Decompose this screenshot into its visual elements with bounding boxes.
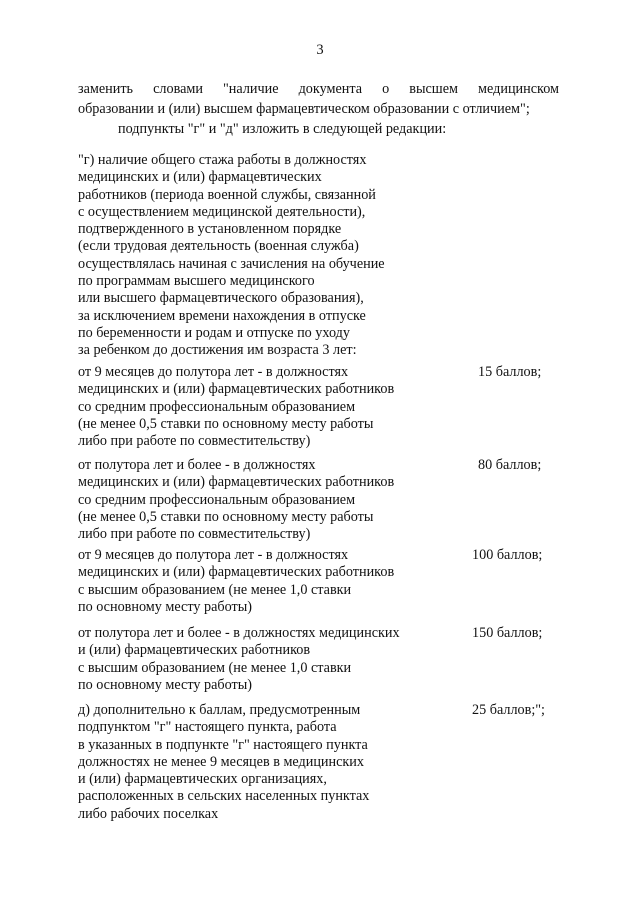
criterion-line: от 9 месяцев до полутора лет - в должностях (78, 364, 349, 380)
criterion-line: (не менее 0,5 ставки по основному месту работы (78, 508, 374, 525)
clause-d-line: и (или) фармацевтических организациях, (78, 771, 327, 788)
intro-line-1: заменить словами "наличие документа о высшем медицинском (78, 81, 559, 97)
clause-g-line: (если трудовая деятельность (военная служба) (78, 238, 359, 255)
criterion-points: 80 баллов; (478, 457, 542, 473)
clause-g-line: медицинских и (или) фармацевтических (78, 169, 322, 186)
criterion-line: либо при работе по совместительству) (78, 433, 311, 450)
clause-g-line: или высшего фармацевтического образования), (78, 290, 364, 307)
criterion-line: от 9 месяцев до полутора лет - в должностях (78, 547, 349, 563)
criterion-line: от полутора лет и более - в должностях медицинских (78, 625, 400, 641)
clause-d-line: подпунктом "г" настоящего пункта, работа (78, 719, 337, 736)
clause-g-line: с осуществлением медицинской деятельности), (78, 203, 366, 220)
criterion-points: 15 баллов; (478, 364, 542, 380)
clause-g-line: подтвержденного в установленном порядке (78, 221, 342, 238)
clause-d-line: в указанных в подпункте "г" настоящего пункта (78, 736, 368, 753)
criterion-line: с высшим образованием (не менее 1,0 ставки (78, 581, 352, 598)
criterion-line: медицинских и (или) фармацевтических работников (78, 474, 395, 491)
criterion-line: (не менее 0,5 ставки по основному месту работы (78, 415, 374, 432)
clause-d-text (78, 702, 369, 823)
clause-g-line: "г) наличие общего стажа работы в должностях (78, 152, 367, 168)
criterion-line: по основному месту работы) (78, 598, 252, 615)
clause-d-line: должностях не менее 9 месяцев в медицинских (78, 753, 364, 770)
clause-g-line: по беременности и родам и отпуске по уходу (78, 324, 350, 341)
criterion-line: со средним профессиональным образованием (78, 398, 356, 415)
criterion-points: 150 баллов; (472, 625, 543, 641)
criterion-text (78, 457, 394, 543)
criterion-line: либо при работе по совместительству) (78, 526, 311, 543)
clause-g-text (78, 152, 385, 360)
criterion-line: по основному месту работы) (78, 676, 252, 693)
clause-g-line: осуществлялась начиная с зачисления на обучение (78, 255, 385, 272)
criterion-line: со средним профессиональным образованием (78, 491, 356, 508)
criterion-line: с высшим образованием (не менее 1,0 ставки (78, 659, 352, 676)
criterion-text (78, 364, 394, 450)
clause-d-line: либо рабочих поселках (78, 805, 219, 822)
criterion-text (78, 625, 400, 694)
clause-g-line: за ребенком до достижения им возраста 3 лет: (78, 342, 357, 359)
clause-d-line: расположенных в сельских населенных пунктах (78, 788, 370, 805)
criterion-text (78, 547, 394, 616)
clause-g-line: работников (периода военной службы, связанной (78, 186, 376, 203)
criterion-line: медицинских и (или) фармацевтических работников (78, 564, 395, 581)
page-number: 3 (316, 42, 324, 58)
clause-g-line: за исключением времени нахождения в отпуске (78, 307, 366, 324)
intro-line-2: образовании и (или) высшем фармацевтическом образовании с отличием"; (78, 101, 530, 117)
criterion-points: 100 баллов; (472, 547, 543, 563)
criterion-line: медицинских и (или) фармацевтических работников (78, 381, 395, 398)
clause-d-points: 25 баллов;"; (472, 702, 546, 718)
intro-line-3: подпункты "г" и "д" изложить в следующей редакции: (118, 121, 447, 137)
criterion-line: и (или) фармацевтических работников (78, 642, 311, 659)
clause-d-line: д) дополнительно к баллам, предусмотренным (78, 702, 361, 718)
criterion-line: от полутора лет и более - в должностях (78, 457, 316, 473)
clause-g-line: по программам высшего медицинского (78, 273, 315, 290)
